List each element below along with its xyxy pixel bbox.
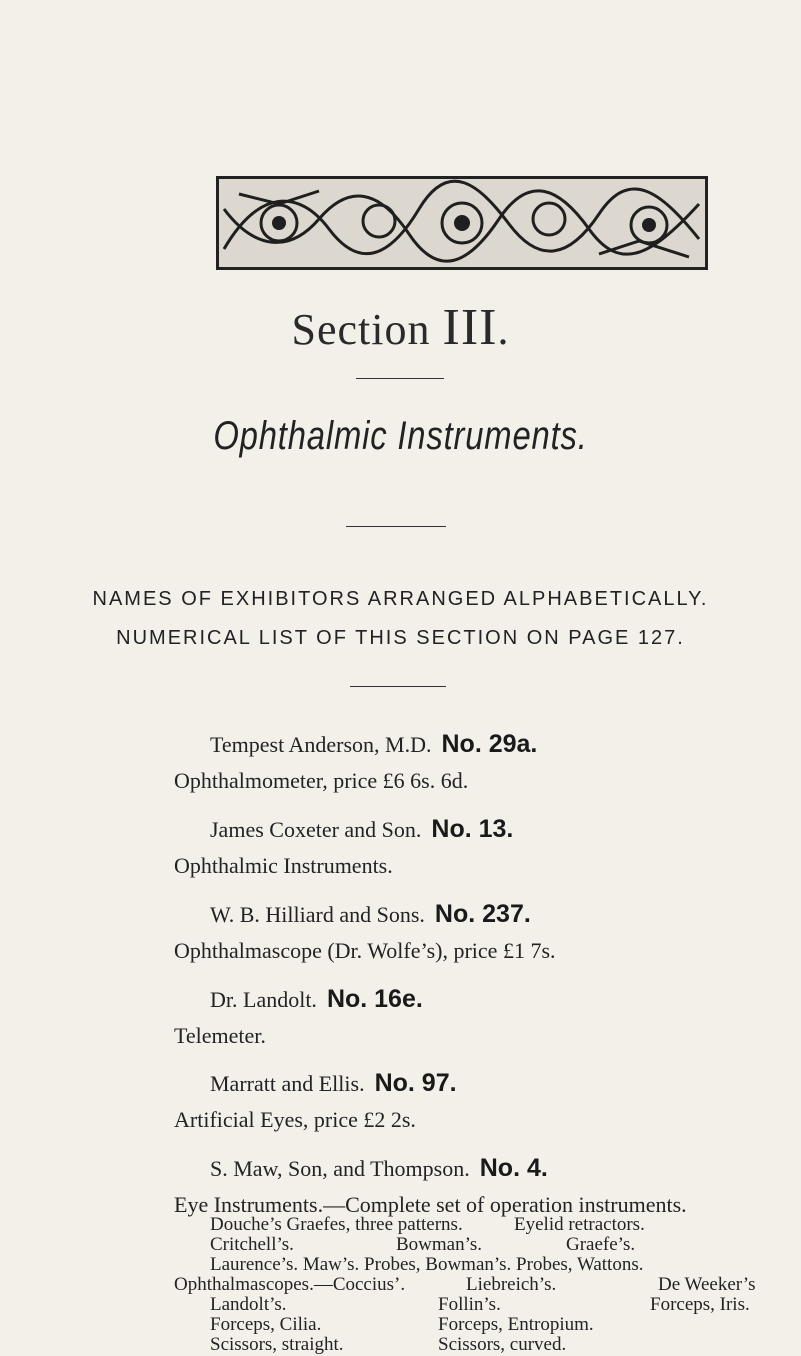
exhibitor-heading xyxy=(210,1154,548,1183)
exhibitor-heading xyxy=(210,815,513,844)
instrument-item: Graefe’s. xyxy=(566,1234,636,1255)
instrument-item: Eyelid retractors. xyxy=(514,1214,645,1235)
exhibit-description: Ophthalmic Instruments. xyxy=(174,853,393,878)
exhibit-number: No. 97. xyxy=(374,1069,457,1097)
section-numeral: III xyxy=(442,299,498,356)
instrument-item: Scissors, straight. xyxy=(210,1334,344,1355)
exhibit-number: No. 13. xyxy=(431,815,514,843)
exhibitor-name: Marratt and Ellis. xyxy=(210,1071,365,1096)
instrument-item: Forceps, Iris. xyxy=(650,1294,750,1315)
exhibitor-name: Dr. Landolt. xyxy=(210,987,317,1012)
exhibit-description: Ophthalmascope (Dr. Wolfe’s), price £1 7s. xyxy=(174,938,556,963)
section-period: . xyxy=(497,305,510,354)
exhibitor-heading xyxy=(210,730,537,759)
section-title xyxy=(0,298,801,357)
divider-rule xyxy=(350,686,446,687)
instrument-item: Forceps, Cilia. xyxy=(210,1314,322,1335)
exhibitor-name: W. B. Hilliard and Sons. xyxy=(210,902,425,927)
instrument-item: Douche’s Graefes, three patterns. xyxy=(210,1214,463,1235)
arrangement-note: NAMES OF EXHIBITORS ARRANGED ALPHABETICALLY. xyxy=(92,588,709,610)
instrument-item: Bowman’s. xyxy=(396,1234,483,1255)
exhibitor-heading xyxy=(210,1069,457,1098)
instrument-item: Laurence’s. Maw’s. Probes, Bowman’s. Probes, Wattons. xyxy=(210,1254,644,1275)
instrument-item: Forceps, Entropium. xyxy=(438,1314,594,1335)
exhibit-number: No. 16e. xyxy=(326,985,423,1013)
exhibitor-heading xyxy=(210,900,531,929)
exhibitor-heading xyxy=(210,985,423,1014)
exhibit-number: No. 237. xyxy=(434,900,531,928)
exhibitor-name: James Coxeter and Son. xyxy=(210,817,422,842)
exhibit-description: Ophthalmometer, price £6 6s. 6d. xyxy=(174,768,469,793)
exhibit-description: Telemeter. xyxy=(174,1023,266,1048)
instrument-item: Ophthalmascopes.—Coccius’. xyxy=(174,1274,406,1295)
instrument-item: Follin’s. xyxy=(438,1294,501,1315)
exhibitor-name: S. Maw, Son, and Thompson. xyxy=(210,1156,470,1181)
section-word: Section xyxy=(291,305,443,354)
exhibit-description: Artificial Eyes, price £2 2s. xyxy=(174,1107,416,1132)
instrument-item: Liebreich’s. xyxy=(466,1274,557,1295)
instrument-item: Landolt’s. xyxy=(210,1294,287,1315)
exhibitor-name: Tempest Anderson, M.D. xyxy=(210,732,432,757)
exhibit-number: No. 4. xyxy=(479,1154,548,1182)
instrument-item: Scissors, curved. xyxy=(438,1334,567,1355)
divider-rule xyxy=(356,378,444,379)
exhibit-description: Eye Instruments.—Complete set of operation instruments. xyxy=(174,1192,687,1217)
divider-rule xyxy=(346,526,446,527)
subtitle: Ophthalmic Instruments. xyxy=(213,414,588,458)
instrument-item: De Weeker’s xyxy=(658,1274,756,1295)
page-reference-note: NUMERICAL LIST OF THIS SECTION ON PAGE 127. xyxy=(116,627,685,649)
ornamental-headpiece xyxy=(216,176,708,270)
exhibit-number: No. 29a. xyxy=(441,730,538,758)
instrument-item: Critchell’s. xyxy=(210,1234,294,1255)
